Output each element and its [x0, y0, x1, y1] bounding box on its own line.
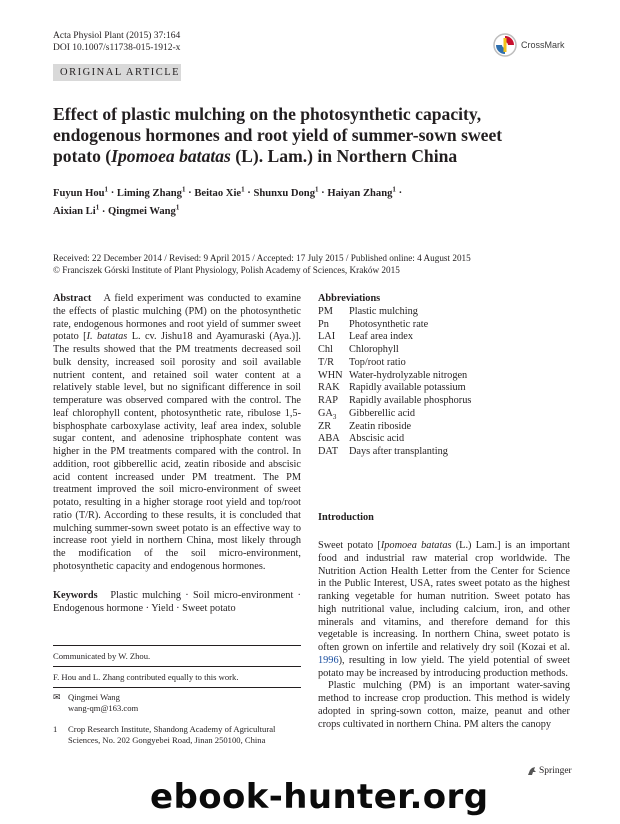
- abbreviations-list: [318, 306, 570, 459]
- abstract-text-b: L. cv. Jishu18 and Ayamuraski (Aya.)]. The results showed that the PM treatments decreased soil bulk density, increased soil porosity and soil available nutrient content, and retained soil water content at a relatively stable level, but no significant difference in soil temperature was observed compared with the control. The leaf chlorophyll content, photosynthetic rate, ribulose 1,5-bisphosphate carboxylase activity, leaf area index, soluble sugar content, and adenosine triphosphate content was higher in the PM treatments compared with the control. In addition, root gibberellic acid, zeatin riboside and abscisic acid content increased under PM treatment. The PM treatment improved the soil micro-environment of sweet potato, resulting in a higher storage root yield and top/root ratio (T/R). According to these results, it is concluded that mulching summer-sown sweet potato is an effective way to increase root yield in northern China, most likely through the modification of the soil micro-environment, photosynthetic capacity and endogenous hormones.: [53, 331, 301, 572]
- abbreviation-description: Top/root ratio: [349, 356, 406, 368]
- dates-line: Received: 22 December 2014 / Revised: 9 April 2015 / Accepted: 17 July 2015 / Published online: 4 August 2015: [53, 253, 471, 263]
- journal-line: Acta Physiol Plant (2015) 37:164: [53, 31, 181, 41]
- footnote-divider: [53, 645, 301, 646]
- springer-horse-icon: [527, 766, 537, 776]
- abbreviation-key: T/R: [318, 356, 335, 368]
- abbreviation-row: [318, 306, 570, 319]
- abbreviation-row: [318, 395, 570, 408]
- abbreviation-row: [318, 421, 570, 434]
- abbreviation-row: [318, 357, 570, 370]
- title-species: Ipomoea batatas: [111, 146, 231, 166]
- article-type-banner: ORIGINAL ARTICLE: [53, 64, 181, 81]
- abbreviations: [318, 293, 570, 459]
- abbreviation-key: Chl: [318, 344, 333, 355]
- abbreviation-key: ABA: [318, 433, 340, 445]
- watermark: ebook-hunter.org: [150, 777, 489, 817]
- author[interactable]: Haiyan Zhang$^1$: [327, 185, 396, 199]
- crossmark-badge[interactable]: [493, 33, 565, 57]
- abbreviation-key: RAP: [318, 395, 339, 406]
- abbreviation-description: Gibberellic acid: [349, 407, 416, 419]
- crossmark-label: CrossMark: [521, 40, 565, 50]
- abbreviation-row: [318, 446, 570, 459]
- abbreviation-description: Rapidly available phosphorus: [349, 395, 472, 406]
- footnote-divider: [53, 666, 301, 667]
- author[interactable]: Qingmei Wang$^1$: [108, 203, 180, 218]
- corresponding-author: [53, 692, 301, 714]
- author[interactable]: Aixian Li$^1$: [53, 203, 100, 218]
- contact-name: Qingmei Wang: [68, 692, 120, 702]
- author-separator: ·: [398, 187, 403, 199]
- abbreviation-description: Plastic mulching: [349, 305, 418, 317]
- abbreviation-row: [318, 433, 570, 446]
- abbreviation-row: [318, 370, 570, 383]
- keywords-text: Plastic mulching · Soil micro-environment · Endogenous hormone · Yield · Sweet potato: [53, 590, 301, 614]
- abbreviation-row: [318, 319, 570, 332]
- abbreviation-row: [318, 344, 570, 357]
- affiliation-mark: 1: [53, 724, 58, 734]
- abbreviation-description: Days after transplanting: [349, 446, 448, 457]
- abbreviation-key: WHN: [318, 369, 343, 381]
- keywords-heading: Keywords: [53, 590, 98, 601]
- author[interactable]: Beitao Xie$^1$: [194, 185, 245, 199]
- publisher-name: Springer: [539, 766, 572, 776]
- keywords: [53, 590, 301, 616]
- introduction-heading: Introduction: [318, 512, 374, 523]
- article-title: [53, 104, 533, 167]
- affiliation-text: Crop Research Institute, Shandong Academy of Agricultural Sciences, No. 202 Gongyebei Road, Jinan 250100, China: [68, 724, 276, 745]
- abbreviation-row: [318, 382, 570, 395]
- abbreviation-key: RAK: [318, 382, 340, 394]
- doi-line[interactable]: DOI 10.1007/s11738-015-1912-x: [53, 43, 181, 53]
- abbreviation-description: Photosynthetic rate: [349, 318, 429, 330]
- abbreviations-heading: Abbreviations: [318, 293, 381, 304]
- author-separator: ·: [321, 187, 325, 199]
- copyright-line: © Franciszek Górski Institute of Plant Physiology, Polish Academy of Sciences, Kraków 2015: [53, 264, 400, 275]
- citation-link[interactable]: 1996: [318, 654, 339, 666]
- communicated-note: Communicated by W. Zhou.: [53, 651, 151, 661]
- envelope-icon: ✉: [53, 692, 61, 702]
- abbreviation-key: ZR: [318, 420, 332, 432]
- author-separator: ·: [110, 187, 115, 199]
- intro-species: Ipomoea batatas: [380, 540, 452, 551]
- author-separator: ·: [188, 187, 192, 199]
- abbreviation-key: PM: [318, 305, 333, 317]
- author[interactable]: Fuyun Hou$^1$: [53, 185, 109, 199]
- abbreviation-row: [318, 331, 570, 344]
- abstract-heading: Abstract: [53, 293, 92, 304]
- abstract-text-a: A field experiment was conducted to examine the effects of plastic mulching (PM) on the photosynthetic rate, endogenous hormones and root yield of summer sweet potato [: [53, 293, 301, 343]
- affiliation-note: [53, 724, 301, 746]
- title-part-1: Effect of plastic mulching on the photosynthetic capacity, endogenous hormones and root yield of summer-sown sweet potato (: [53, 104, 503, 166]
- abstract-species: I. batatas: [86, 331, 128, 343]
- author-list: [53, 182, 453, 219]
- author-separator: ·: [101, 206, 106, 218]
- abbreviation-key: LAI: [318, 331, 336, 343]
- abbreviation-row: [318, 408, 570, 421]
- abbreviation-description: Abscisic acid: [349, 433, 405, 445]
- abbreviation-key: $GA_3$: [318, 407, 337, 421]
- footnote-divider: [53, 687, 301, 688]
- abbreviation-description: Rapidly available potassium: [349, 382, 466, 394]
- contact-email[interactable]: wang-qm@163.com: [68, 703, 139, 713]
- abbreviation-key: Pn: [318, 318, 329, 330]
- abbreviation-description: Leaf area index: [349, 331, 414, 343]
- abbreviation-key: DAT: [318, 446, 339, 457]
- publication-dates: [53, 253, 573, 276]
- equal-contribution-note: F. Hou and L. Zhang contributed equally to this work.: [53, 672, 239, 682]
- intro-paragraph-2: Plastic mulching (PM) is an important water-saving method to increase crop production. This method is widely adopted in spring-sown cotton, maize, peanut and other crops cultivated in northern China. PM alters the canopy: [318, 680, 570, 730]
- introduction-body: [318, 540, 570, 731]
- title-part-2: (L). Lam.) in Northern China: [230, 146, 458, 166]
- author[interactable]: Liming Zhang$^1$: [116, 185, 186, 199]
- abbreviation-description: Water-hydrolyzable nitrogen: [349, 369, 468, 381]
- abbreviation-description: Chlorophyll: [349, 344, 399, 355]
- abbreviation-description: Zeatin riboside: [349, 420, 412, 432]
- crossmark-icon: [493, 33, 517, 57]
- author[interactable]: Shunxu Dong$^1$: [253, 185, 319, 199]
- author-separator: ·: [247, 187, 251, 199]
- publisher-mark: [527, 766, 572, 776]
- abstract: [53, 293, 301, 574]
- intro-paragraph-1: Sweet potato [Ipomoea batatas (L.) Lam.] is an important food and industrial raw material crop worldwide. The Nutrition Action Health Letter from the Center for Science in the Public Interest, USA, rates sweet potato as the highest ranking vegetable for human nutrition. Sweet potato has high nutritional value, including calcium, iron, and other minerals and vitamins, and therefore demand for this vegetable is increasing. In northern China, sweet potato is often grown on infertile and relatively dry soil (Kozai et al. 1996), resulting in low yield. The yield potential of sweet potato may be increased by introducing production methods.: [318, 540, 571, 679]
